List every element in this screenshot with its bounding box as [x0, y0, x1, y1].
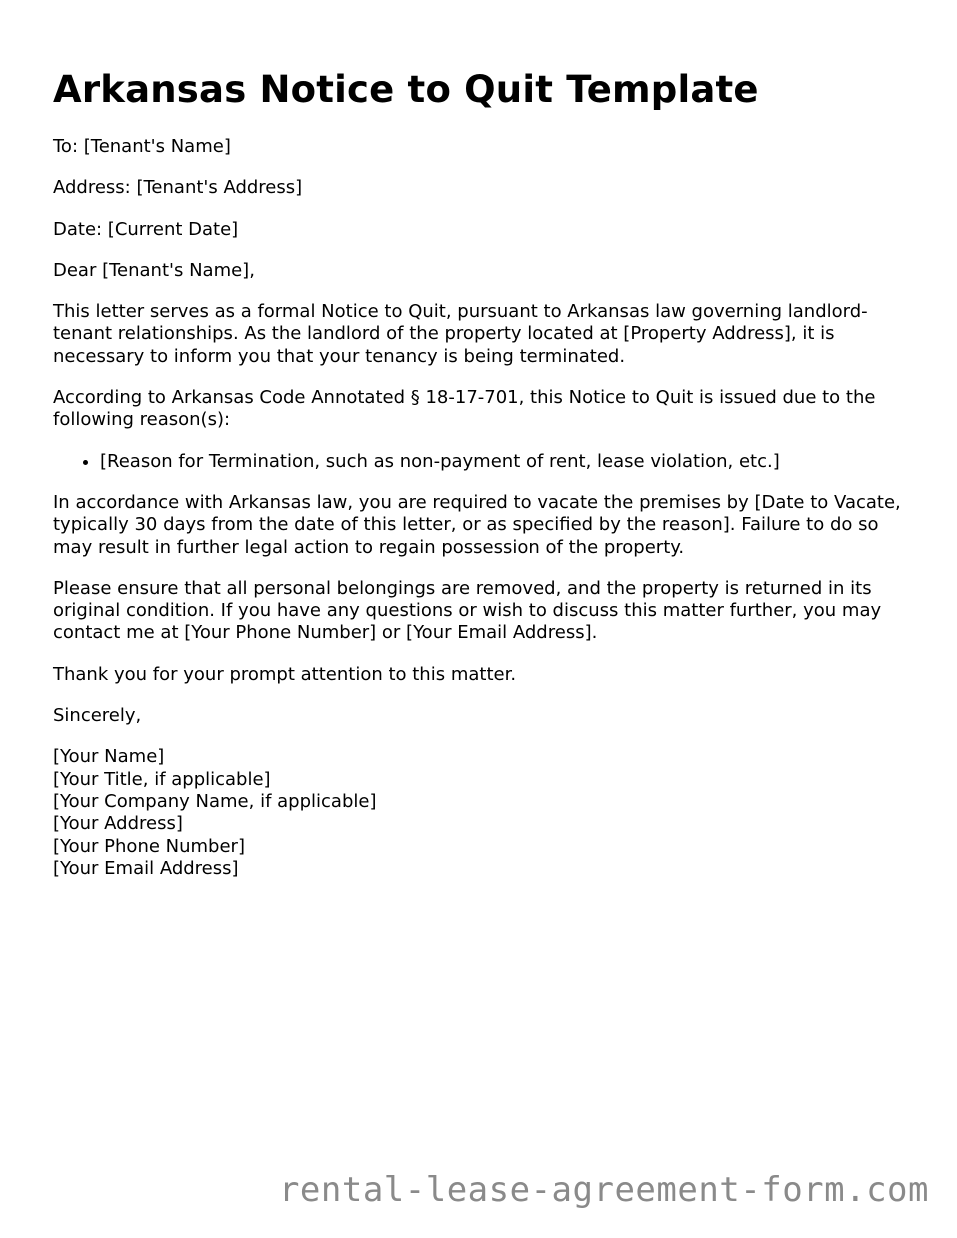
list-item: • [Reason for Termination, such as non-payment of rent, lease violation, etc.]: [100, 451, 915, 473]
date-line: Date: [Current Date]: [53, 218, 239, 240]
address-line: Address: [Tenant's Address]: [53, 177, 303, 199]
signature-block: [53, 746, 915, 880]
document-page: [53, 66, 915, 880]
signature-address: [Your Address]: [53, 813, 183, 835]
site-watermark: rental-lease-agreement-form.com: [278, 1170, 929, 1210]
signature-email: [Your Email Address]: [53, 857, 239, 879]
document-title: Arkansas Notice to Quit Template: [53, 68, 759, 111]
signature-phone: [Your Phone Number]: [53, 835, 245, 857]
paragraph-vacate: In accordance with Arkansas law, you are required to vacate the premises by [Date to Vacate, typically 30 days from the date of this letter, or as specified by the reason]. Failure to do so may result in further legal action to regain possession of the property.: [53, 491, 901, 558]
to-line: To: [Tenant's Name]: [53, 136, 231, 157]
paragraph-notice: This letter serves as a formal Notice to Quit, pursuant to Arkansas law governing landlord-tenant relationships. As the landlord of the property located at [Property Address], it is necessary to inform you that your tenancy is being terminated.: [53, 301, 868, 367]
paragraph-belongings: Please ensure that all personal belongings are removed, and the property is returned in its original condition. If you have any questions or wish to discuss this matter further, you may contact me at [Your Phone Number] or [Your Email Address].: [53, 577, 882, 644]
paragraph-thanks: Thank you for your prompt attention to this matter.: [53, 663, 517, 685]
reasons-list: [53, 451, 915, 473]
signature-title: [Your Title, if applicable]: [53, 768, 271, 790]
salutation: Dear [Tenant's Name],: [53, 259, 255, 281]
signature-name: [Your Name]: [53, 746, 165, 768]
closing: Sincerely,: [53, 705, 142, 727]
signature-company: [Your Company Name, if applicable]: [53, 790, 377, 812]
paragraph-reason-intro: According to Arkansas Code Annotated § 18-17-701, this Notice to Quit is issued due to the following reason(s):: [53, 387, 876, 431]
